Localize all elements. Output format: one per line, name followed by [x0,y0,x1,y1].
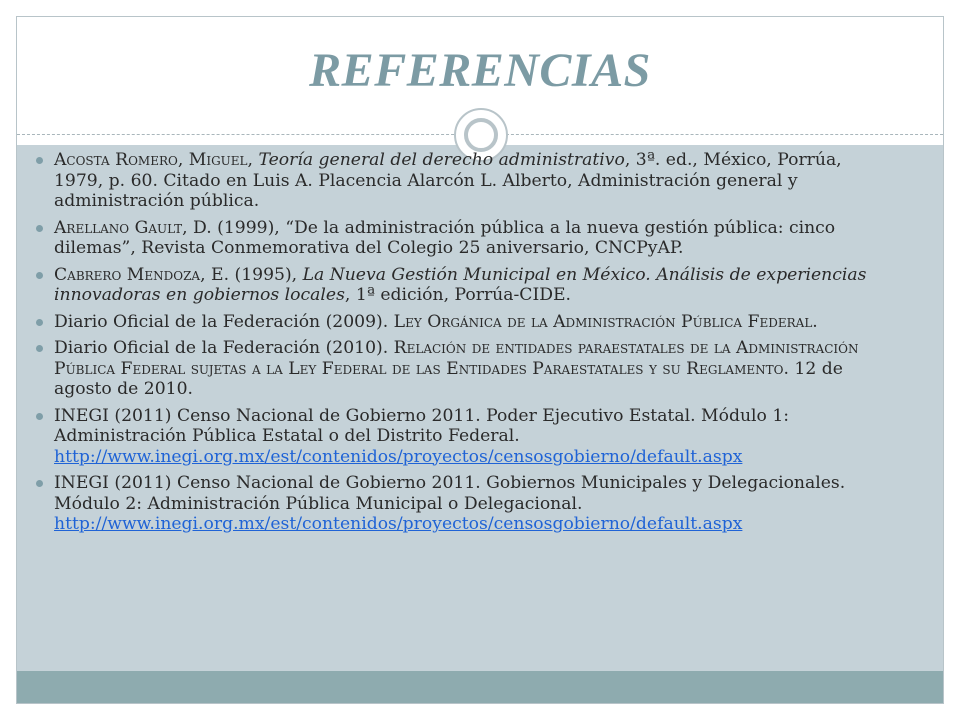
reference-law-title: Relación de entidades paraestatales de la Administración Pública Federal sujetas a la Ley Federal de las Entidades Paraestatales y su Reglamento. [54,338,859,379]
reference-item [36,473,896,535]
bullet-icon [36,157,43,164]
reference-link[interactable]: http://www.inegi.org.mx/est/contenidos/proyectos/censosgobierno/default.aspx [54,514,743,534]
bullet-icon [36,480,43,487]
reference-author: Acosta Romero, Miguel [54,150,248,170]
bullet-icon [36,319,43,326]
reference-list [36,150,896,541]
reference-separator: , E. (1995), [200,264,303,285]
reference-details: , 1ª edición, Porrúa-CIDE. [344,285,572,305]
reference-source: Diario Oficial de la Federación (2009). [54,311,394,332]
reference-item [36,218,896,259]
reference-link[interactable]: http://www.inegi.org.mx/est/contenidos/proyectos/censosgobierno/default.aspx [54,446,743,467]
reference-source: INEGI (2011) Censo Nacional de Gobierno 2011. Gobiernos Municipales y Delegacionales. Módulo 2: Administración Pública Municipal o Delegacional. [54,473,846,514]
reference-author: Arellano Gault [54,217,183,238]
reference-work-title: Teoría general del derecho administrativo [258,150,625,170]
reference-item [36,312,896,333]
reference-details: , 3ª. ed., México, Porrúa, 1979, p. 60. Citado en Luis A. Placencia Alarcón L. Alberto, Administración general y administración pública. [54,150,842,211]
reference-item [36,265,896,306]
bullet-icon [36,272,43,279]
reference-details: 12 de agosto de 2010. [54,358,843,399]
reference-work-title: La Nueva Gestión Municipal en México. Análisis de experiencias innovadoras en gobiernos locales [54,264,867,305]
reference-author: Cabrero Mendoza [54,264,201,285]
reference-source: INEGI (2011) Censo Nacional de Gobierno 2011. Poder Ejecutivo Estatal. Módulo 1: Administración Pública Estatal o del Distrito Federal. [54,405,790,446]
footer-band [17,671,943,703]
slide-title: REFERENCIAS [309,44,651,97]
reference-law-title: Ley Orgánica de la Administración Pública Federal. [393,311,818,332]
reference-item [36,406,896,468]
reference-separator: , [247,150,259,170]
bullet-icon [36,413,43,420]
ring-inner-circle [464,118,498,152]
reference-source: Diario Oficial de la Federación (2010). [54,338,394,358]
bullet-icon [36,225,43,232]
reference-item [36,338,896,400]
reference-details: , D. (1999), “De la administración pública a la nueva gestión pública: cinco dilemas”, Revista Conmemorativa del Colegio 25 aniversario, CNCPyAP. [54,217,836,258]
bullet-icon [36,345,43,352]
reference-item [36,150,896,212]
